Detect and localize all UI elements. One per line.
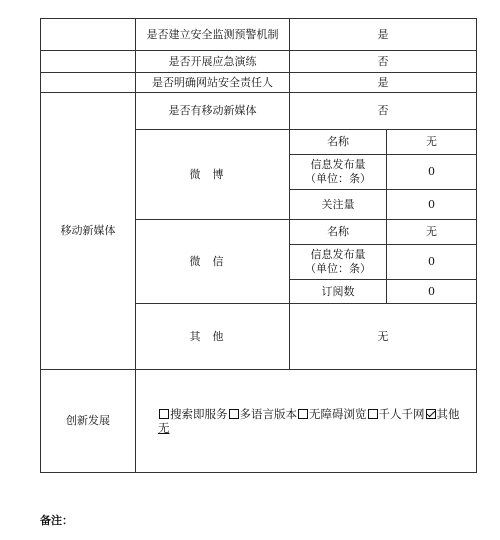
option-search-service: 搜索即服务 (170, 407, 228, 421)
weibo-label: 微博 (136, 130, 290, 220)
other-label: 其他 (136, 304, 290, 370)
wechat-subscribers-value: 0 (387, 280, 477, 304)
other-value: 无 (290, 304, 477, 370)
wechat-label: 微信 (136, 220, 290, 304)
checkbox-multilingual[interactable] (229, 409, 239, 419)
blank-cell (41, 19, 136, 51)
wechat-posts-label (290, 245, 387, 280)
option-accessibility: 无障碍浏览 (309, 407, 367, 421)
blank-cell (41, 73, 136, 93)
weibo-name-label: 名称 (290, 130, 387, 155)
option-personalized: 千人千网 (378, 407, 425, 421)
row-label-drill: 是否开展应急演练 (136, 51, 290, 73)
row-label-responsible: 是否明确网站安全责任人 (136, 73, 290, 93)
row-value-responsible: 是 (290, 73, 477, 93)
wechat-name-value: 无 (387, 220, 477, 245)
row-label-has-mobile: 是否有移动新媒体 (136, 93, 290, 130)
weibo-posts-label-line1: 信息发布量 (310, 158, 366, 171)
checkbox-personalized[interactable] (368, 409, 378, 419)
checkbox-accessibility[interactable] (298, 409, 308, 419)
wechat-name-label: 名称 (290, 220, 387, 245)
wechat-posts-label-line2: （单位：条） (305, 262, 371, 275)
weibo-posts-label-line2: （单位：条） (305, 172, 371, 185)
weibo-followers-label: 关注量 (290, 190, 387, 220)
innovation-other-text: 无 (158, 421, 170, 435)
innovation-checkbox-row (158, 407, 473, 421)
section-label-innovation: 创新发展 (41, 370, 136, 473)
weibo-name-value: 无 (387, 130, 477, 155)
checkbox-search-service[interactable] (159, 409, 169, 419)
section-label-mobile: 移动新媒体 (41, 93, 136, 370)
row-value-early-warning: 是 (290, 19, 477, 51)
row-label-early-warning: 是否建立安全监测预警机制 (136, 19, 290, 51)
row-value-drill: 否 (290, 51, 477, 73)
wechat-subscribers-label: 订阅数 (290, 280, 387, 304)
option-other: 其他 (436, 407, 460, 421)
option-multilingual: 多语言版本 (239, 407, 297, 421)
blank-cell (41, 51, 136, 73)
row-value-has-mobile: 否 (290, 93, 477, 130)
checkbox-other[interactable] (426, 409, 436, 419)
wechat-posts-value: 0 (387, 245, 477, 280)
note-label: 备注： (40, 514, 73, 527)
weibo-posts-value: 0 (387, 155, 477, 190)
report-table (40, 18, 477, 473)
innovation-options (136, 370, 477, 473)
wechat-posts-label-line1: 信息发布量 (310, 248, 366, 261)
weibo-followers-value: 0 (387, 190, 477, 220)
weibo-posts-label (290, 155, 387, 190)
